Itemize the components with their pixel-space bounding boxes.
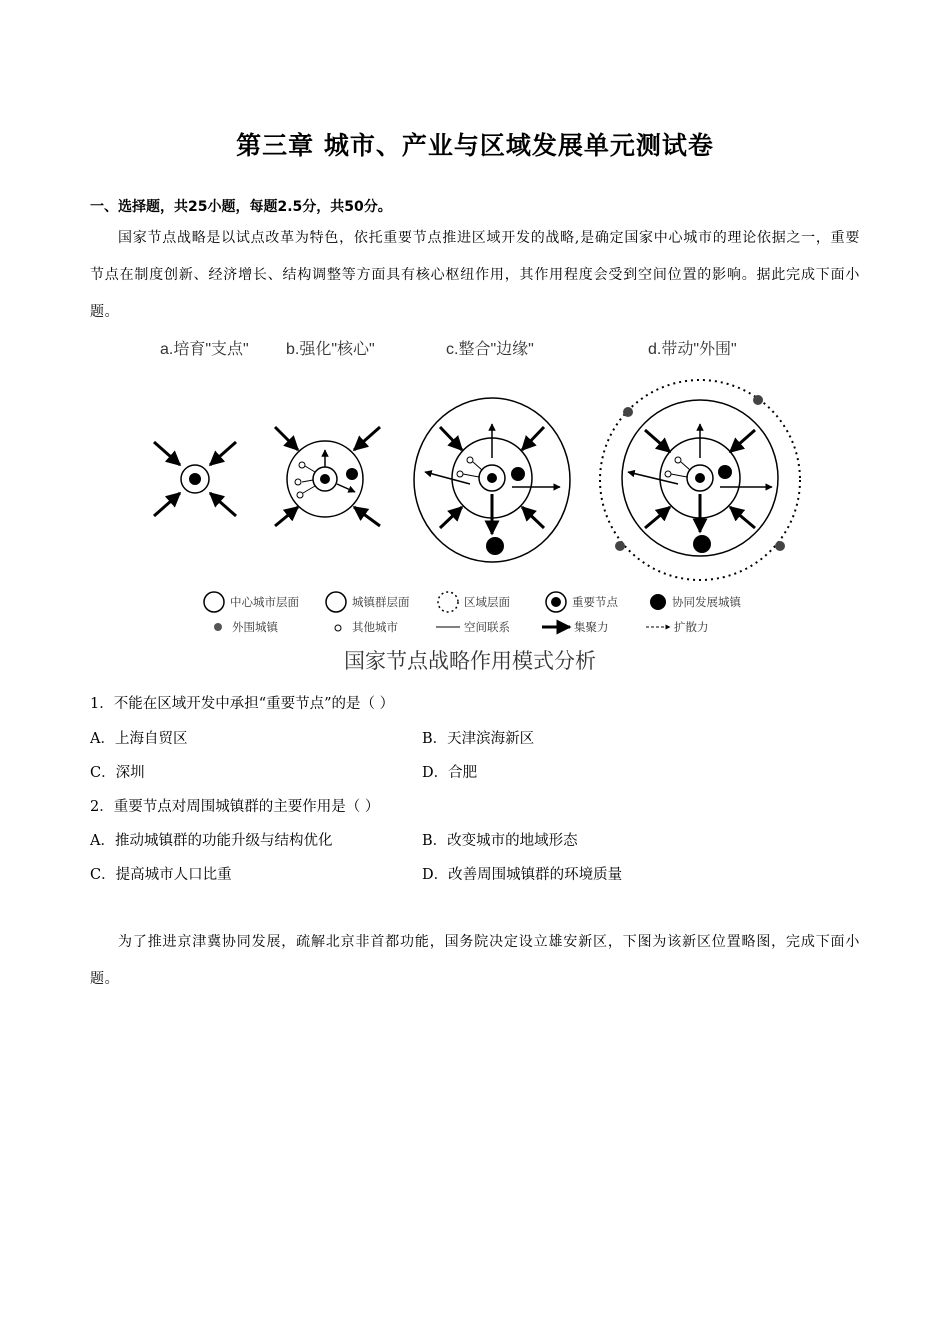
passage-1: 国家节点战略是以试点改革为特色，依托重要节点推进区域开发的战略,是确定国家中心城市的理论依据之一，重要节点在制度创新、经济增长、结构调整等方面具有核心枢纽作用，其作用程度会受到空间位置的影响。据此完成下面小题。 [90,230,860,320]
panel-b-diagram [275,427,380,526]
panel-d-label: d.带动"外围" [648,341,737,358]
question-1-option-c: C．深圳 [90,765,145,781]
page-title: 第三章 城市、产业与区域发展单元测试卷 [236,131,714,160]
legend-important-node: 重要节点 [572,597,618,609]
question-2-option-d: D．改善周围城镇群的环境质量 [422,867,623,883]
diagram-legend [204,592,742,634]
question-1-stem: 1．不能在区域开发中承担“重要节点”的是（ ） [90,696,395,712]
legend-other-city: 其他城市 [352,622,398,634]
legend-city-cluster: 城镇群层面 [352,597,410,609]
question-2-option-c: C．提高城市人口比重 [90,867,232,883]
legend-spatial-link: 空间联系 [464,622,510,634]
panel-b-label: b.强化"核心" [286,341,375,358]
question-2-option-a: A．推动城镇群的功能升级与结构优化 [90,833,333,849]
figure-caption: 国家节点战略作用模式分析 [344,650,596,673]
node-strategy-diagram [140,332,820,680]
legend-center-city: 中心城市层面 [230,597,299,609]
panel-a-label: a.培育"支点" [160,341,249,358]
panel-c-diagram [414,398,570,562]
question-2-stem: 2．重要节点对周围城镇群的主要作用是（ ） [90,799,380,815]
question-1-option-b: B．天津滨海新区 [422,731,535,747]
legend-peripheral-town: 外围城镇 [232,622,278,634]
legend-region: 区域层面 [464,597,510,609]
question-1-option-d: D．合肥 [422,765,478,781]
panel-a-diagram [154,442,236,516]
legend-diffusion: 扩散力 [674,622,709,634]
passage-2: 为了推进京津冀协同发展，疏解北京非首都功能，国务院决定设立雄安新区，下图为该新区位置略图，完成下面小题。 [90,934,860,987]
section-heading: 一、选择题，共25小题，每题2.5分，共50分。 [90,199,392,215]
panel-d-diagram [600,380,800,580]
legend-agglomeration: 集聚力 [574,622,609,634]
legend-coordinated-town: 协同发展城镇 [672,597,741,609]
question-1-option-a: A．上海自贸区 [90,731,188,747]
question-2-option-b: B．改变城市的地域形态 [422,833,578,849]
panel-c-label: c.整合"边缘" [446,341,534,358]
